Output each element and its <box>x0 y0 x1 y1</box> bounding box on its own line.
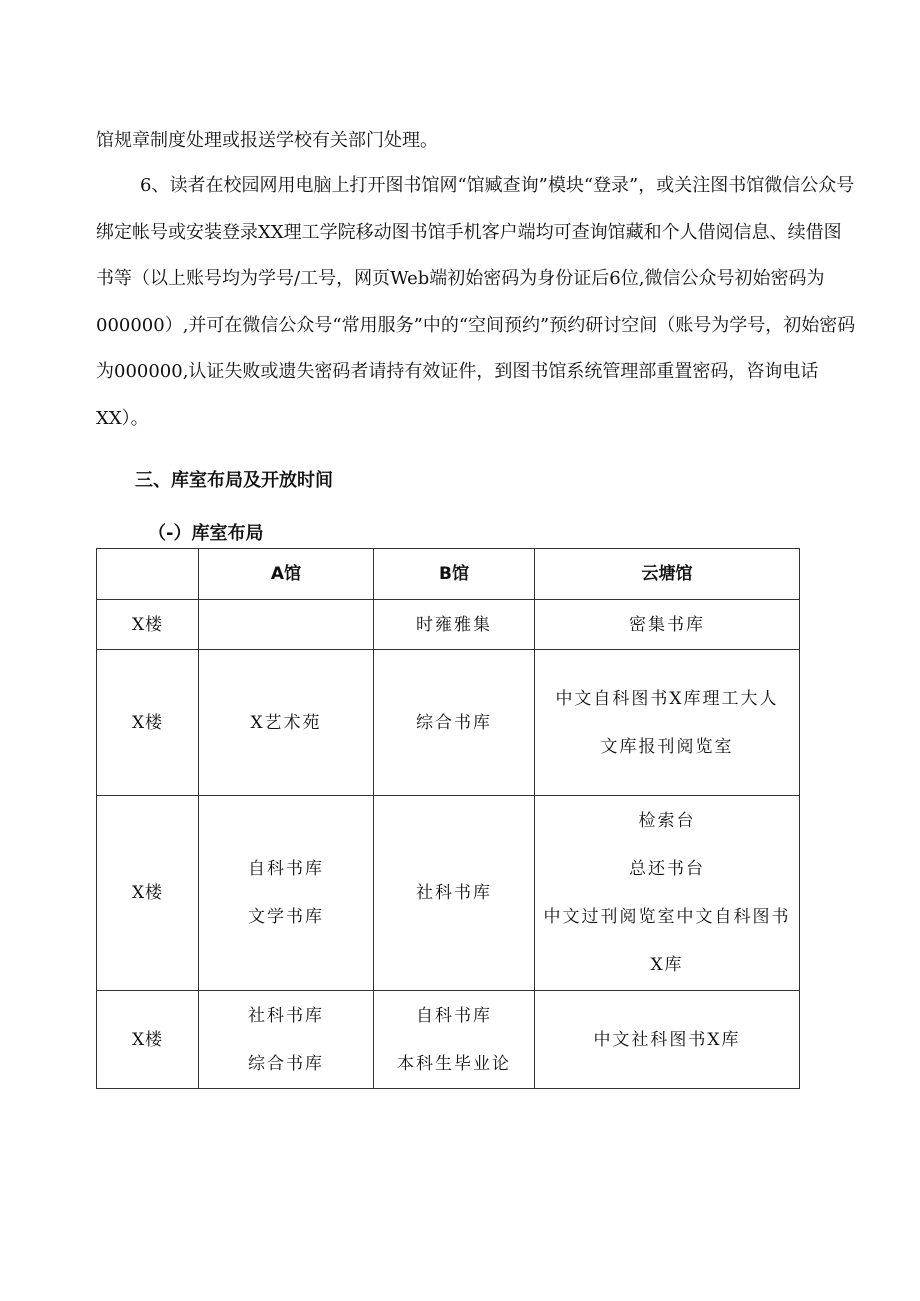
subsection-heading: （-）库室布局 <box>148 523 264 544</box>
table-header-cell: B馆 <box>374 549 535 600</box>
cell-line: X库 <box>650 955 684 975</box>
table-cell <box>199 600 374 650</box>
table-cell <box>374 650 535 796</box>
table-cell <box>374 991 535 1089</box>
table-cell <box>374 796 535 991</box>
cell-line: 中文社科图书X库 <box>593 1029 741 1050</box>
paragraph-item-6: 6、读者在校园网用电脑上打开图书馆网“馆臧查询”模块“登录”，或关注图书馆微信公众号绑定帐号或安装登录XX理工学院移动图书馆手机客户端均可查询馆藏和个人借阅信息、续借图书等（以上账号均为学号/工号，网页Web端初始密码为身份证后6位,微信公众号初始密码为000000）,并可在微信公众号“常用服务”中的“空间预约”预约研讨空间（账号为学号，初始密码为000000,认证失败或遗失密码者请持有效证件，到图书馆系统管理部重置密码，咨询电话XX）。 <box>96 175 856 429</box>
table-cell <box>535 991 800 1089</box>
cell-line: 中文自科图书X库理工大人 <box>555 688 779 709</box>
cell-line: 时雍雅集 <box>416 614 492 635</box>
cell-line: 综合书库 <box>416 712 492 733</box>
cell-line: X艺术苑 <box>250 712 322 733</box>
cell-line: 社科书库 <box>416 883 492 903</box>
table-cell <box>199 650 374 796</box>
table-header-cell: A馆 <box>199 549 374 600</box>
layout-table <box>96 548 800 1089</box>
cell-line: 自科书库 <box>248 859 324 879</box>
floor-cell: X楼 <box>97 650 199 796</box>
section-heading: 三、库室布局及开放时间 <box>135 470 333 491</box>
table-cell <box>199 991 374 1089</box>
cell-line: 中文过刊阅览室中文自科图书 <box>543 907 791 927</box>
table-cell <box>535 796 800 991</box>
table-cell <box>535 600 800 650</box>
table-row <box>97 600 800 650</box>
table-cell <box>535 650 800 796</box>
cell-line: 综合书库 <box>248 1053 324 1074</box>
floor-cell: X楼 <box>97 600 199 650</box>
paragraph-continuation: 馆规章制度处理或报送学校有关部门处理。 <box>96 130 438 151</box>
table-header-row <box>97 549 800 600</box>
table-row <box>97 991 800 1089</box>
cell-line: 检索台 <box>638 811 696 831</box>
floor-cell: X楼 <box>97 796 199 991</box>
table-header-cell <box>97 549 199 600</box>
table-header-cell: 云塘馆 <box>535 549 800 600</box>
cell-line: 本科生毕业论 <box>397 1053 511 1074</box>
table-row <box>97 796 800 991</box>
cell-line: 密集书库 <box>629 614 705 635</box>
floor-cell: X楼 <box>97 991 199 1089</box>
cell-line: 文学书库 <box>248 907 324 927</box>
table-cell <box>199 796 374 991</box>
cell-line: 自科书库 <box>416 1005 492 1026</box>
table-row <box>97 650 800 796</box>
cell-line: 社科书库 <box>248 1005 324 1026</box>
cell-line: 文库报刊阅览室 <box>600 736 734 757</box>
cell-line: 总还书台 <box>629 859 705 879</box>
table-cell <box>374 600 535 650</box>
